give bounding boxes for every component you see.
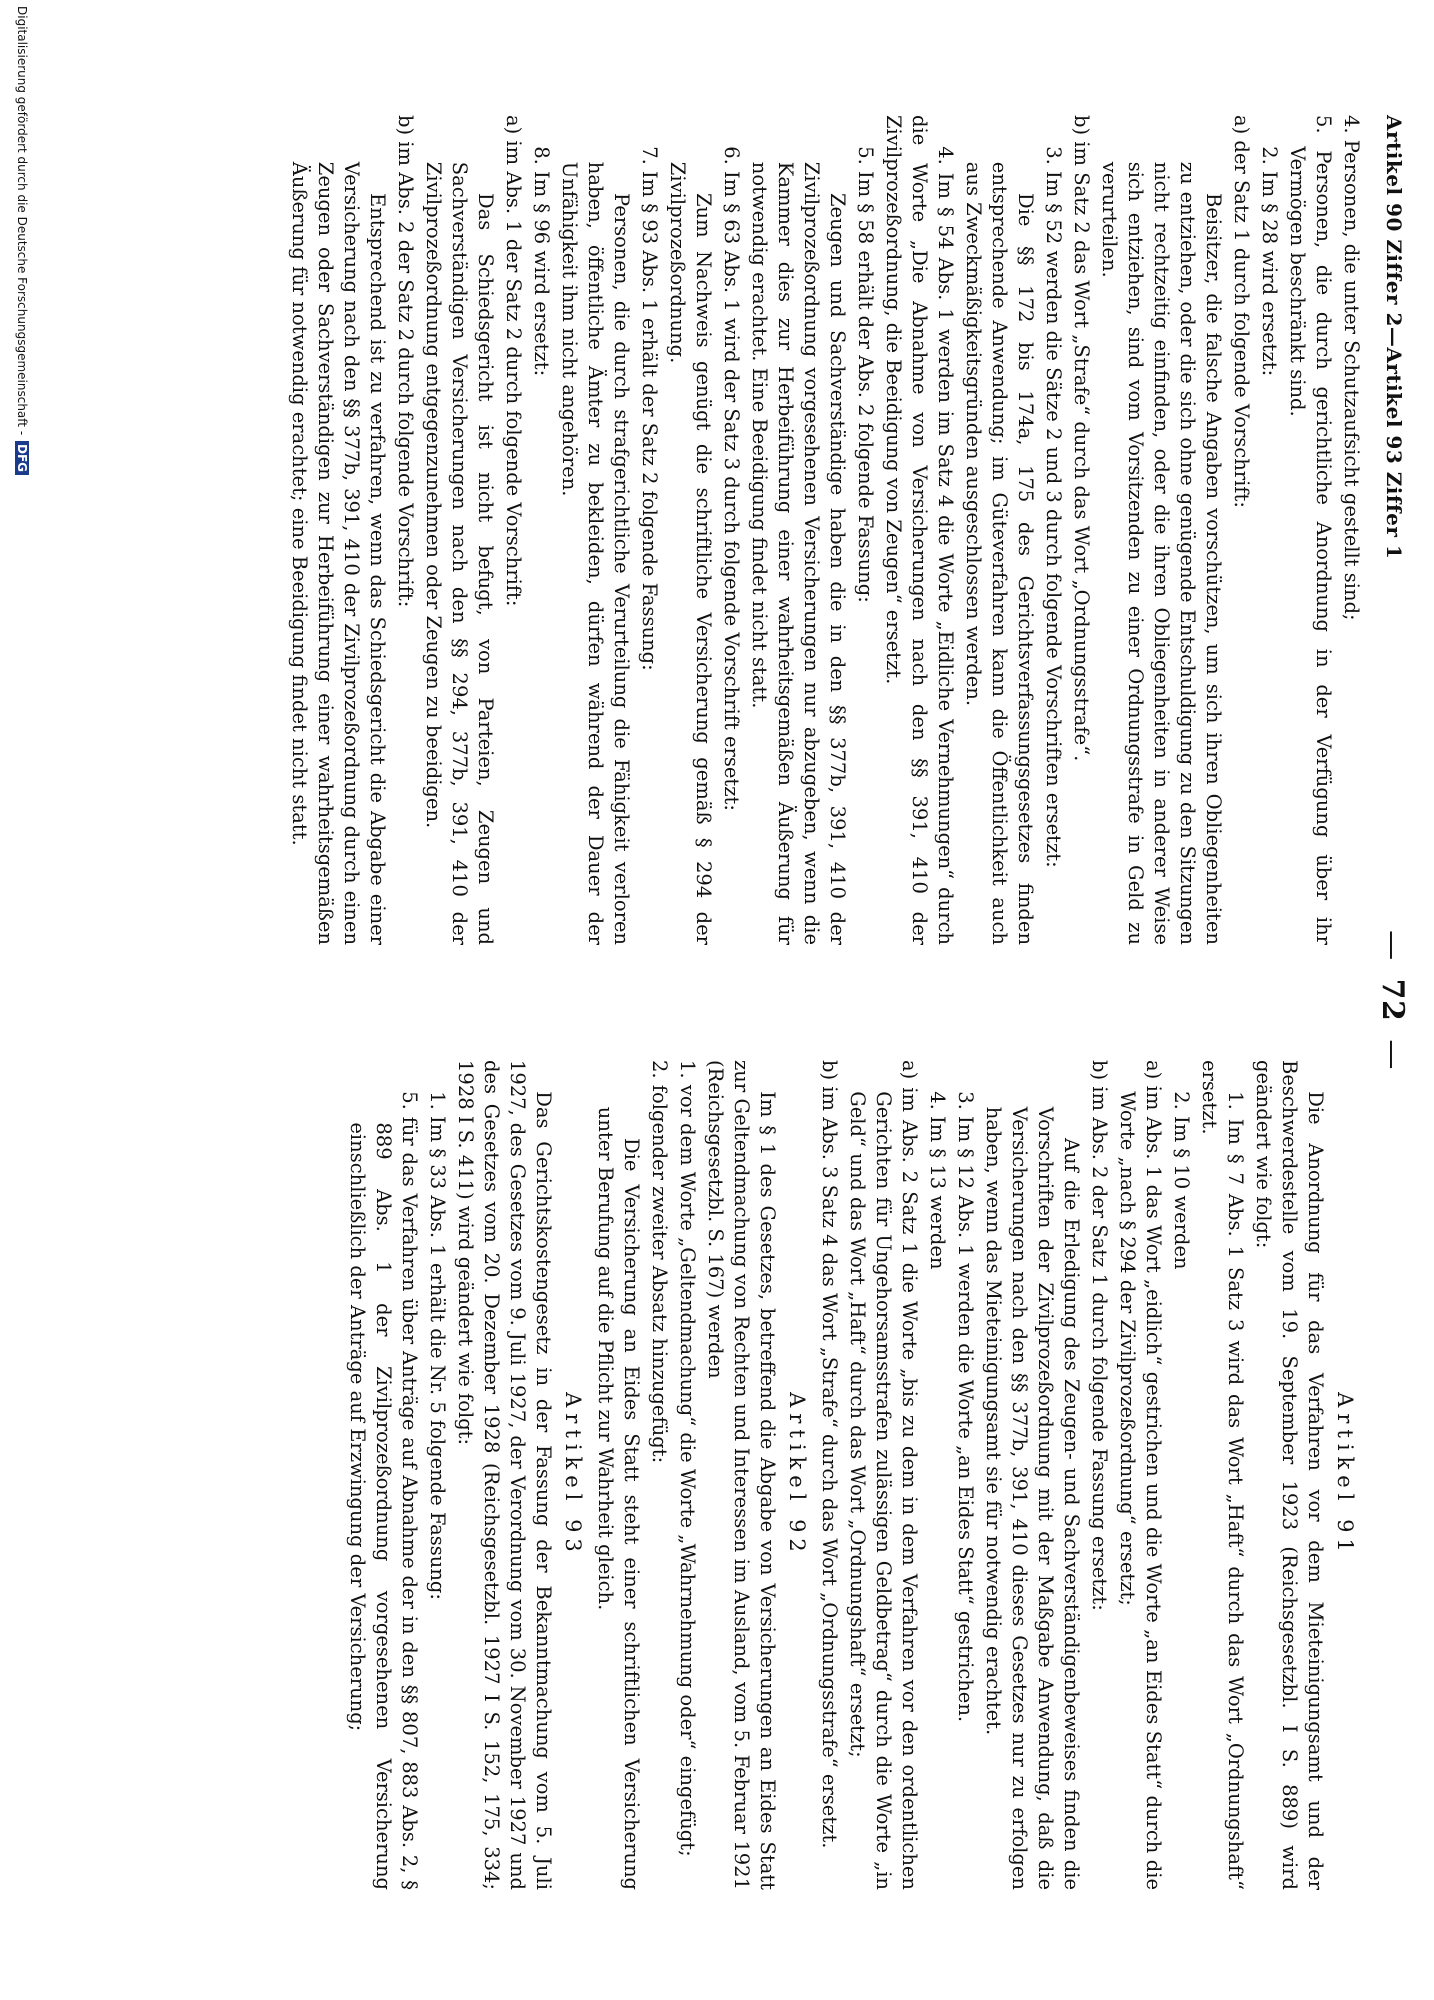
paragraph: Die Versicherung an Eides Statt steht einer schriftlichen Versicherung unter Berufung auf die Pflicht zur Wahrheit gleich. — [594, 1106, 643, 1890]
page-header — [1375, 115, 1410, 1885]
footer-credit — [15, 0, 29, 2000]
paragraph: 1. Im § 33 Abs. 1 erhält die Nr. 5 folgende Fassung: — [426, 1091, 449, 1600]
paragraph: 4. Personen, die unter Schutzaufsicht gestellt sind; — [1340, 115, 1363, 621]
paragraph: Auf die Erledigung des Zeugen- und Sachverständigenbeweises finden die Vorschriften der Zivilprozeßordnung mit der Maßgabe Anwendung, daß die Versicherungen nach den §§ 377b, 391, 410 dieses Gesetzes nur zu erfolgen haben, wenn das Mieteinigungsamt sie für notwendig erachtet. — [982, 1106, 1083, 1890]
paragraph: b) im Abs. 2 der Satz 1 durch folgende Fassung ersetzt: — [1088, 1060, 1111, 1611]
paragraph: Im § 1 des Gesetzes, betreffend die Abgabe von Versicherungen an Eides Statt zur Geltendmachung von Rechten und Interessen im Ausland, vom 5. Februar 1921 (Reichsgesetzbl. S. 167) werden — [704, 1060, 779, 1890]
paragraph: Das Schiedsgericht ist nicht befugt, von Parteien, Zeugen und Sachverständigen Versicherungen nach den §§ 294, 377b, 391, 410 der Zivilprozeßordnung entgegenzunehmen oder Zeugen zu beeidigen. — [422, 161, 497, 945]
paragraph: Beisitzer, die falsche Angaben vorschützen, um sich ihren Obliegenheiten zu entziehen, oder die sich ohne genügende Entschuldigung zu den Sitzungen nicht rechtzeitig einfinden, oder die ihren Obliegenheiten in anderer Weise sich entziehen, sind vom Vorsitzenden zu einer Ordnungsstrafe in Geld zu verurteilen. — [1098, 161, 1225, 945]
paragraph: Die §§ 172 bis 174a, 175 des Gerichtsverfassungsgesetzes finden entsprechende Anwendung; im Güteverfahren kann die Öffentlichkeit auch aus Zweckmäßigkeitsgründen ausgeschlossen werden. — [962, 161, 1037, 945]
paragraph: a) im Abs. 2 Satz 1 die Worte „bis zu dem in dem Verfahren vor den ordentlichen Gerichten für Ungehorsamsstrafen zulässigen Geldbetrag“ durch die Worte „in Geld“ und das Wort „Haft“ durch das Wort „Ordnungshaft“ ersetzt; — [846, 1060, 921, 1890]
paragraph: 8. Im § 96 wird ersetzt: — [530, 146, 553, 377]
paragraph: 2. Im § 28 wird ersetzt: — [1258, 146, 1281, 377]
paragraph: Entsprechend ist zu verfahren, wenn das Schiedsgericht die Abgabe einer Versicherung nach den §§ 377b, 391, 410 der Zivilprozeßordnung durch einen Zeugen oder Sachverständigen zur Herbeiführung einer wahrheitsgemäßen Äußerung für notwendig erachtet; eine Beeidigung findet nicht statt. — [288, 161, 389, 945]
paragraph: 3. Im § 12 Abs. 1 werden die Worte „an Eides Statt“ gestrichen. — [954, 1091, 977, 1723]
dfg-logo: DFG — [15, 441, 29, 475]
paragraph: 5. Personen, die durch gerichtliche Anordnung in der Verfügung über ihr Vermögen beschränkt sind. — [1286, 115, 1335, 945]
paragraph: 3. Im § 52 werden die Sätze 2 und 3 durch folgende Vorschriften ersetzt: — [1042, 146, 1065, 868]
paragraph: 1. Im § 7 Abs. 1 Satz 3 wird das Wort „Haft“ durch das Wort „Ordnungshaft“ ersetzt. — [1198, 1060, 1247, 1890]
paragraph: a) im Abs. 1 das Wort „eidlich“ gestrichen und die Worte „an Eides Statt“ durch die Worte „nach § 294 der Zivilprozeßordnung“ ersetzt; — [1116, 1060, 1165, 1890]
paragraph: Das Gerichtskostengesetz in der Fassung der Bekanntmachung vom 5. Juli 1927, des Gesetzes vom 9. Juli 1927, der Verordnung vom 30. November 1927 und des Gesetzes vom 20. Dezember 1928 (Reichsgesetzbl. 1927 I S. 152, 175, 334; 1928 I S. 411) wird geändert wie folgt: — [454, 1060, 555, 1890]
paragraph: Zeugen und Sachverständige haben die in den §§ 377b, 391, 410 der Zivilprozeßordnung vorgesehenen Versicherungen nur abzugeben, wenn die Kammer dies zur Herbeiführung einer wahrheitsgemäßen Äußerung für notwendig erachtet. Eine Beeidigung findet nicht statt. — [748, 161, 849, 945]
paragraph: Personen, die durch strafgerichtliche Verurteilung die Fähigkeit verloren haben, öffentliche Ämter zu bekleiden, dürfen während der Dauer der Unfähigkeit ihm nicht angehören. — [558, 161, 633, 945]
footer-text: Digitalisierung gefördert durch die Deutsche Forschungsgemeinschaft - — [15, 6, 29, 436]
paragraph: b) im Satz 2 das Wort „Strafe“ durch das Wort „Ordnungsstrafe“. — [1070, 115, 1093, 762]
paragraph: 4. Im § 54 Abs. 1 werden im Satz 4 die Worte „Eidliche Vernehmungen“ durch die Worte „Die Abnahme von Versicherungen nach den §§ 391, 410 der Zivilprozeßordnung, die Beeidigung von Zeugen“ ersetzt. — [882, 115, 957, 945]
paragraph: Zum Nachweis genügt die schriftliche Versicherung gemäß § 294 der Zivilprozeßordnung. — [666, 161, 715, 945]
article-heading: Artikel 92 — [785, 1392, 809, 1558]
paragraph: a) der Satz 1 durch folgende Vorschrift: — [1230, 115, 1253, 508]
paragraph: 5. Im § 58 erhält der Abs. 2 folgende Fassung: — [854, 146, 877, 603]
paragraph: 4. Im § 13 werden — [926, 1091, 949, 1270]
paragraph: Die Anordnung für das Verfahren vor dem Mieteinigungsamt und der Beschwerdestelle vom 19. September 1923 (Reichsgesetzbl. I S. 889) wird geändert wie folgt: — [1252, 1060, 1327, 1890]
left-column — [284, 115, 1364, 945]
paragraph: 2. folgender zweiter Absatz hinzugefügt: — [648, 1060, 671, 1464]
page-number: — 72 — — [1375, 912, 1410, 1088]
running-head: Artikel 90 Ziffer 2—Artikel 93 Ziffer 1 — [1382, 115, 1406, 560]
paragraph: b) im Abs. 2 der Satz 2 durch folgende Vorschrift: — [394, 115, 417, 608]
paragraph: 1. vor dem Worte „Geltendmachung“ die Worte „Wahrnehmung oder“ eingefügt; — [676, 1060, 699, 1857]
article-heading: Artikel 93 — [561, 1392, 585, 1558]
paragraph: b) im Abs. 3 Satz 4 das Wort „Strafe“ durch das Wort „Ordnungsstrafe“ ersetzt. — [818, 1060, 841, 1849]
right-column — [342, 1060, 1364, 1890]
paragraph: 6. Im § 63 Abs. 1 wird der Satz 3 durch folgende Vorschrift ersetzt: — [720, 146, 743, 811]
article-heading: Artikel 91 — [1333, 1392, 1357, 1558]
paragraph: 5. für das Verfahren über Anträge auf Abnahme der in den §§ 807, 883 Abs. 2, § 889 Abs. 1 der Zivilprozeßordnung vorgesehenen Versicherung einschließlich der Anträge auf Erzwingung der Versicherung; — [346, 1091, 421, 1890]
paragraph: 2. Im § 10 werden — [1170, 1091, 1193, 1270]
paragraph: a) im Abs. 1 der Satz 2 durch folgende Vorschrift: — [502, 115, 525, 607]
paragraph: 7. Im § 93 Abs. 1 erhält der Satz 2 folgende Fassung: — [638, 146, 661, 671]
